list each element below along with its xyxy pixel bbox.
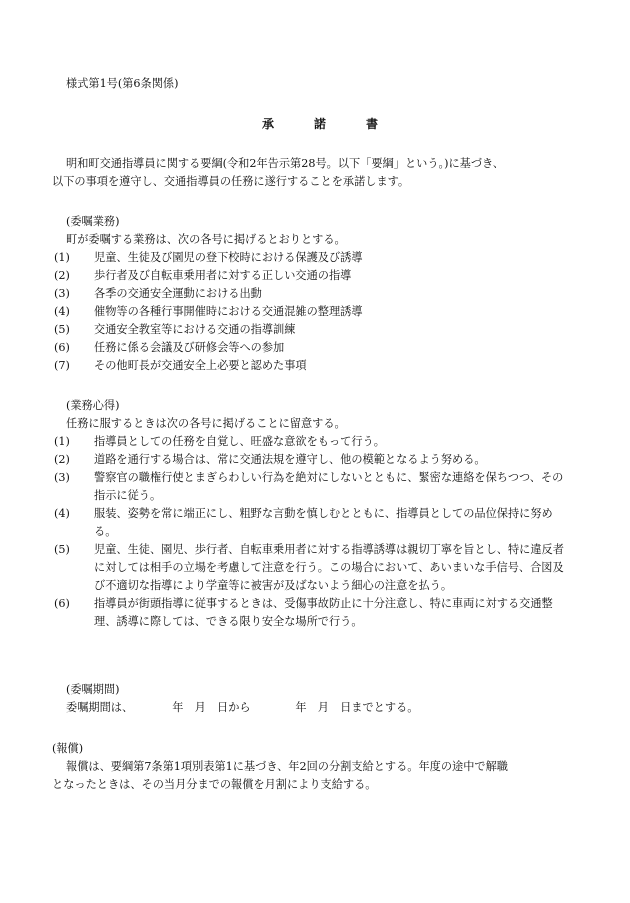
duties-item-number: (7) — [54, 359, 70, 372]
period-heading: (委嘱期間) — [66, 683, 120, 696]
intro-paragraph — [52, 155, 572, 191]
conduct-item — [52, 541, 572, 595]
intro-line-2: 以下の事項を遵守し、交通指導員の任務に遂行することを承諾します。 — [52, 175, 410, 188]
duties-item-text: 歩行者及び自転車乗用者に対する正しい交通の指導 — [94, 269, 352, 282]
pay-line-2: となったときは、その当月分までの報償を月割により支給する。 — [52, 778, 377, 791]
pay-heading: (報償) — [52, 742, 84, 755]
duties-item — [52, 339, 572, 357]
period-section — [52, 681, 572, 717]
duties-item — [52, 357, 572, 375]
conduct-item-text: 道路を通行する場合は、常に交通法規を遵守し、他の模範となるよう努める。 — [94, 453, 486, 466]
duties-item-number: (2) — [54, 269, 70, 282]
duties-item-text: 任務に係る会議及び研修会等への参加 — [94, 341, 285, 354]
conduct-item — [52, 451, 572, 469]
duties-item-text: 児童、生徒及び園児の登下校時における保護及び誘導 — [94, 251, 363, 264]
title-char-1: 承 — [262, 117, 275, 131]
duties-item-number: (5) — [54, 323, 70, 336]
conduct-item-number: (3) — [54, 471, 70, 484]
duties-item-text: 催物等の各種行事開催時における交通混雑の整理誘導 — [94, 305, 363, 318]
conduct-item-number: (4) — [54, 507, 70, 520]
conduct-item-number: (5) — [54, 543, 70, 556]
conduct-heading: (業務心得) — [66, 399, 120, 412]
duties-item — [52, 303, 572, 321]
duties-item-number: (4) — [54, 305, 70, 318]
conduct-section — [52, 397, 572, 631]
duties-list — [52, 249, 572, 375]
conduct-item-text: 指導員が街頭指導に従事するときは、受傷事故防止に十分注意し、特に車両に対する交通整理、誘導に際しては、できる限り安全な場所で行う。 — [94, 597, 553, 628]
duties-item — [52, 285, 572, 303]
pay-line-1: 報償は、要綱第7条第1項別表第1に基づき、年2回の分割支給とする。年度の途中で解職 — [66, 760, 508, 773]
title-char-2: 諾 — [314, 117, 327, 131]
document-title — [262, 115, 418, 133]
conduct-item-text: 児童、生徒、園児、歩行者、自転車乗用者に対する指導誘導は親切丁寧を旨とし、特に違反者に対しては相手の立場を考慮して注意を行う。この場合において、あいまいな手信号、合図及び不適切な指導により学童等に被害が及ばないよう細心の注意を払う。 — [94, 543, 564, 592]
conduct-list — [52, 433, 572, 631]
intro-line-1: 明和町交通指導員に関する要綱(令和2年告示第28号。以下「要綱」という。)に基づき、 — [66, 157, 504, 170]
duties-item-text: その他町長が交通安全上必要と認めた事項 — [94, 359, 307, 372]
title-char-3: 書 — [366, 117, 379, 131]
duties-heading: (委嘱業務) — [66, 215, 120, 228]
conduct-lead: 任務に服するときは次の各号に掲げることに留意する。 — [66, 417, 346, 430]
form-number: 様式第1号(第6条関係) — [66, 77, 179, 90]
period-text: 委嘱期間は、 年 月 日から 年 月 日までとする。 — [66, 701, 419, 714]
conduct-item — [52, 469, 572, 505]
conduct-item — [52, 433, 572, 451]
conduct-item-number: (6) — [54, 597, 70, 610]
conduct-item-number: (2) — [54, 453, 70, 466]
duties-item-text: 各季の交通安全運動における出動 — [94, 287, 262, 300]
conduct-item — [52, 595, 572, 631]
conduct-item — [52, 505, 572, 541]
conduct-item-number: (1) — [54, 435, 70, 448]
duties-item — [52, 267, 572, 285]
duties-item-number: (6) — [54, 341, 70, 354]
conduct-item-text: 指導員としての任務を自覚し、旺盛な意欲をもって行う。 — [94, 435, 385, 448]
duties-lead: 町が委嘱する業務は、次の各号に掲げるとおりとする。 — [66, 233, 346, 246]
duties-item-number: (1) — [54, 251, 70, 264]
conduct-item-text: 服装、姿勢を常に端正にし、粗野な言動を慎しむとともに、指導員としての品位保持に努める。 — [94, 507, 553, 538]
duties-item — [52, 249, 572, 267]
duties-item-text: 交通安全教室等における交通の指導訓練 — [94, 323, 296, 336]
pay-section — [52, 740, 572, 794]
duties-item-number: (3) — [54, 287, 70, 300]
duties-item — [52, 321, 572, 339]
duties-section — [52, 213, 572, 375]
conduct-item-text: 警察官の職権行使とまぎらわしい行為を絶対にしないとともに、緊密な連絡を保ちつつ、その指示に従う。 — [94, 471, 564, 502]
